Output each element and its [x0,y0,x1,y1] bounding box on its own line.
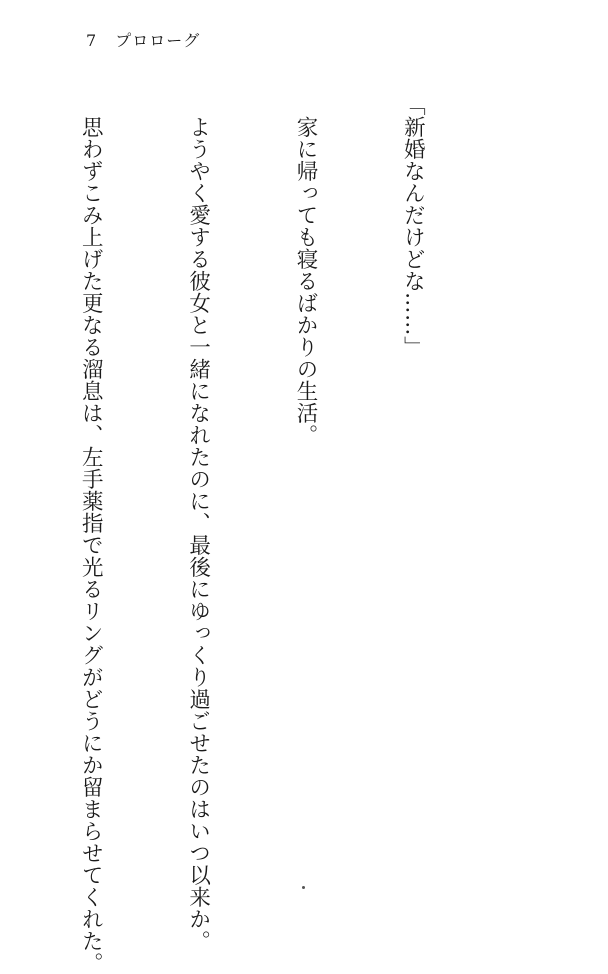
text-line: ようやく愛する彼女と一緒になれたのに、最後にゆっくり過ごせたのはいつ以来か。 [185,94,211,952]
text-line: 家に帰っても寝るばかりの生活。 [293,94,319,446]
text-line: 思わずこみ上げた更なる溜息は、左手薬指で光るリングがどうにか留まらせてくれた。 [78,94,104,974]
text-line: 「新婚なんだけどな……」 [400,94,426,358]
page-number: 7 [86,31,98,50]
text-line [0,94,1,874]
vertical-text-body [0,94,502,974]
page-mark [302,886,305,889]
running-header [86,28,200,51]
chapter-title: プロローグ [115,31,201,50]
